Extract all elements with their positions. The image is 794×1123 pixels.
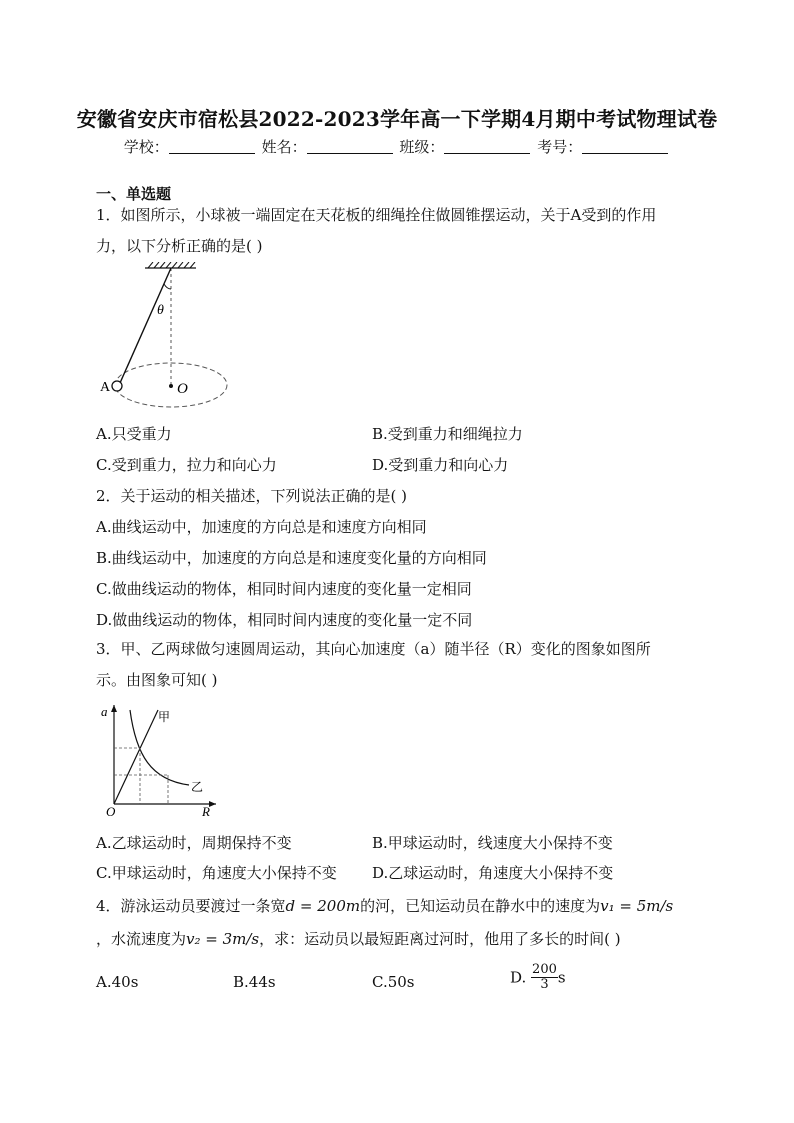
y-axis-arrow	[111, 705, 117, 712]
id-blank	[582, 139, 668, 154]
q3-option-b[interactable]: B.甲球运动时，线速度大小保持不变	[372, 834, 613, 852]
fraction-numerator: 200	[532, 962, 557, 977]
name-blank	[307, 139, 393, 154]
yi-label: 乙	[191, 780, 204, 794]
center-label: O	[177, 381, 188, 397]
info-label-id: 考号：	[537, 138, 583, 156]
q4-option-a[interactable]: A.40s	[96, 973, 139, 991]
q3-option-d[interactable]: D.乙球运动时，角速度大小保持不变	[372, 864, 614, 882]
question-4-line-1	[96, 895, 696, 916]
q4-option-d[interactable]	[510, 963, 566, 992]
x-axis-label: R	[202, 804, 210, 819]
q4-text-1: 4．游泳运动员要渡过一条宽	[96, 897, 286, 915]
q4-text-3: ，水流速度为	[96, 930, 187, 948]
q1-option-d[interactable]: D.受到重力和向心力	[372, 456, 509, 474]
question-1-line-2: 力，以下分析正确的是( )	[96, 237, 263, 255]
q3-option-a[interactable]: A.乙球运动时，周期保持不变	[96, 834, 292, 852]
question-1-line-1: 1．如图所示，小球被一端固定在天花板的细绳拴住做圆锥摆运动，关于A受到的作用	[96, 206, 657, 224]
info-label-school: 学校：	[123, 138, 169, 156]
q4-option-d-label: D.	[510, 968, 527, 987]
info-label-name: 姓名：	[261, 138, 307, 156]
string-line	[120, 268, 171, 383]
section-heading: 一、单选题	[96, 185, 172, 203]
q4-option-b[interactable]: B.44s	[233, 973, 276, 991]
info-label-class: 班级：	[399, 138, 445, 156]
q2-option-d[interactable]: D.做曲线运动的物体，相同时间内速度的变化量一定不同	[96, 611, 473, 629]
ceiling-hatch	[148, 262, 195, 268]
acceleration-radius-graph	[96, 700, 226, 820]
question-3-line-2: 示。由图象可知( )	[96, 671, 218, 689]
jia-label: 甲	[158, 710, 171, 724]
q4-text-2: 的河，已知运动员在静水中的速度为	[360, 897, 601, 915]
x-axis-arrow	[209, 801, 216, 807]
question-4-line-2	[96, 928, 696, 949]
v2-expression: v₂ = 3m/s	[186, 930, 260, 948]
question-3-line-1: 3．甲、乙两球做匀速圆周运动，其向心加速度（a）随半径（R）变化的图象如图所	[96, 640, 651, 658]
angle-arc	[164, 284, 171, 289]
class-blank	[444, 139, 530, 154]
theta-label: θ	[157, 303, 164, 318]
center-point	[169, 384, 173, 388]
question-2-stem: 2．关于运动的相关描述，下列说法正确的是( )	[96, 487, 408, 505]
page-title: 安徽省安庆市宿松县2022-2023学年高一下学期4月期中考试物理试卷	[76, 107, 718, 131]
q2-option-b[interactable]: B.曲线运动中，加速度的方向总是和速度变化量的方向相同	[96, 549, 487, 567]
student-info-line	[0, 136, 794, 157]
q4-option-c[interactable]: C.50s	[372, 973, 415, 991]
fraction-denominator: 3	[540, 977, 549, 992]
line-jia	[114, 710, 158, 804]
q1-option-a[interactable]: A.只受重力	[96, 425, 172, 443]
q4-option-d-unit: s	[557, 968, 566, 987]
ball-a	[112, 381, 122, 391]
q1-option-b[interactable]: B.受到重力和细绳拉力	[372, 425, 523, 443]
q4-text-4: ，求：运动员以最短距离过河时，他用了多长的时间( )	[259, 930, 621, 948]
question-1-stem	[96, 200, 696, 262]
q2-option-c[interactable]: C.做曲线运动的物体，相同时间内速度的变化量一定相同	[96, 580, 472, 598]
q3-option-c[interactable]: C.甲球运动时，角速度大小保持不变	[96, 864, 337, 882]
width-expression: d = 200m	[285, 897, 361, 915]
question-3-stem	[96, 634, 696, 696]
v1-expression: v₁ = 5m/s	[600, 897, 674, 915]
y-axis-label: a	[101, 704, 108, 719]
origin-label: O	[106, 804, 116, 819]
dashed-guides	[114, 748, 168, 804]
fraction-200-over-3	[531, 963, 558, 992]
q2-option-a[interactable]: A.曲线运动中，加速度的方向总是和速度方向相同	[96, 518, 427, 536]
q1-option-c[interactable]: C.受到重力，拉力和向心力	[96, 456, 277, 474]
ball-label: A	[100, 380, 111, 395]
conical-pendulum-figure	[100, 262, 235, 414]
school-blank	[169, 139, 255, 154]
